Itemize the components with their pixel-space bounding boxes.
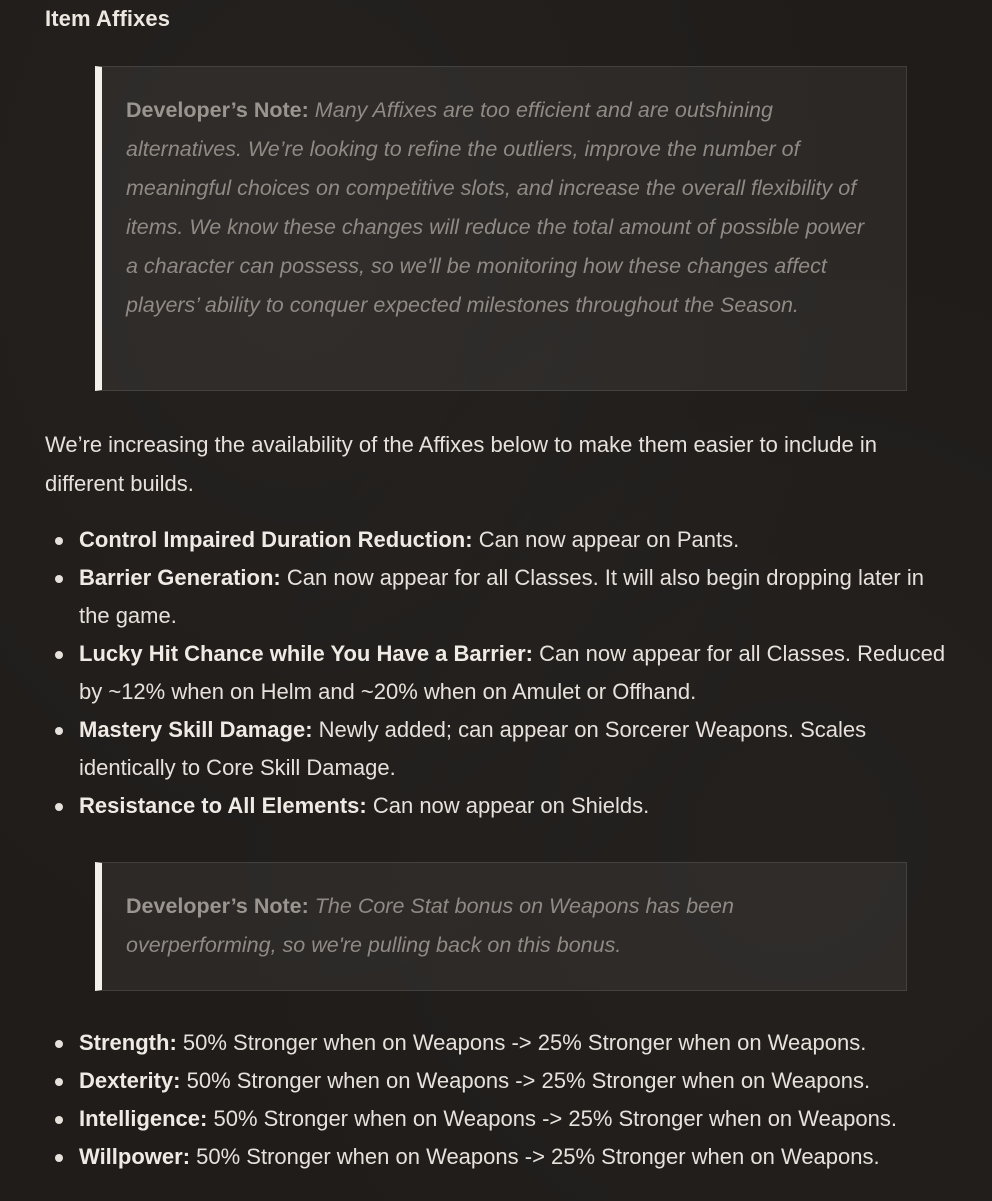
note-text: The Core Stat bonus on Weapons has been overperforming, so we're pulling back on this bonus.	[126, 894, 734, 957]
affix-description: Can now appear on Shields.	[372, 793, 650, 818]
list-item	[79, 635, 960, 711]
stat-name: Intelligence:	[79, 1106, 208, 1131]
affix-name: Control Impaired Duration Reduction:	[79, 527, 473, 552]
affix-description: Newly added; can appear on Sorcerer Weapons. Scales identically to Core Skill Damage.	[79, 717, 867, 780]
note-label: Developer’s Note:	[126, 98, 309, 122]
affix-name: Barrier Generation:	[79, 565, 281, 590]
note-text: Many Affixes are too efficient and are outshining alternatives. We’re looking to refine the outliers, improve the number of meaningful choices on competitive slots, and increase the overall flexibility of items. We know these changes will reduce the total amount of possible power a character can possess, so we'll be monitoring how these changes affect players’ ability to conquer expected milestones throughout the Season.	[126, 98, 865, 317]
list-item	[79, 1138, 960, 1176]
core-stat-list	[45, 1024, 960, 1176]
list-item	[79, 711, 960, 787]
stat-description: 50% Stronger when on Weapons -> 25% Stronger when on Weapons.	[186, 1068, 871, 1093]
affix-name: Resistance to All Elements:	[79, 793, 367, 818]
affix-list	[45, 521, 960, 825]
stat-name: Willpower:	[79, 1144, 191, 1169]
affix-name: Lucky Hit Chance while You Have a Barrier:	[79, 641, 534, 666]
stat-description: 50% Stronger when on Weapons -> 25% Stronger when on Weapons.	[182, 1030, 867, 1055]
list-item	[79, 559, 960, 635]
list-item	[79, 1062, 960, 1100]
list-item	[79, 1024, 960, 1062]
affix-name: Mastery Skill Damage:	[79, 717, 313, 742]
intro-paragraph: We’re increasing the availability of the Affixes below to make them easier to include in different builds.	[45, 432, 877, 496]
affix-description: Can now appear for all Classes. It will also begin dropping later in the game.	[79, 565, 924, 628]
list-item	[79, 521, 960, 559]
developer-note-affixes	[95, 66, 907, 391]
stat-description: 50% Stronger when on Weapons -> 25% Stronger when on Weapons.	[213, 1106, 897, 1131]
list-item	[79, 1100, 960, 1138]
section-title: Item Affixes	[45, 6, 171, 31]
developer-note-core-stats	[95, 862, 907, 991]
list-item	[79, 787, 960, 825]
affix-description: Can now appear on Pants.	[478, 527, 740, 552]
stat-description: 50% Stronger when on Weapons -> 25% Stronger when on Weapons.	[196, 1144, 880, 1169]
note-label: Developer’s Note:	[126, 894, 309, 918]
affix-description: Can now appear for all Classes. Reduced by ~12% when on Helm and ~20% when on Amulet or Offhand.	[79, 641, 946, 704]
stat-name: Dexterity:	[79, 1068, 181, 1093]
stat-name: Strength:	[79, 1030, 177, 1055]
